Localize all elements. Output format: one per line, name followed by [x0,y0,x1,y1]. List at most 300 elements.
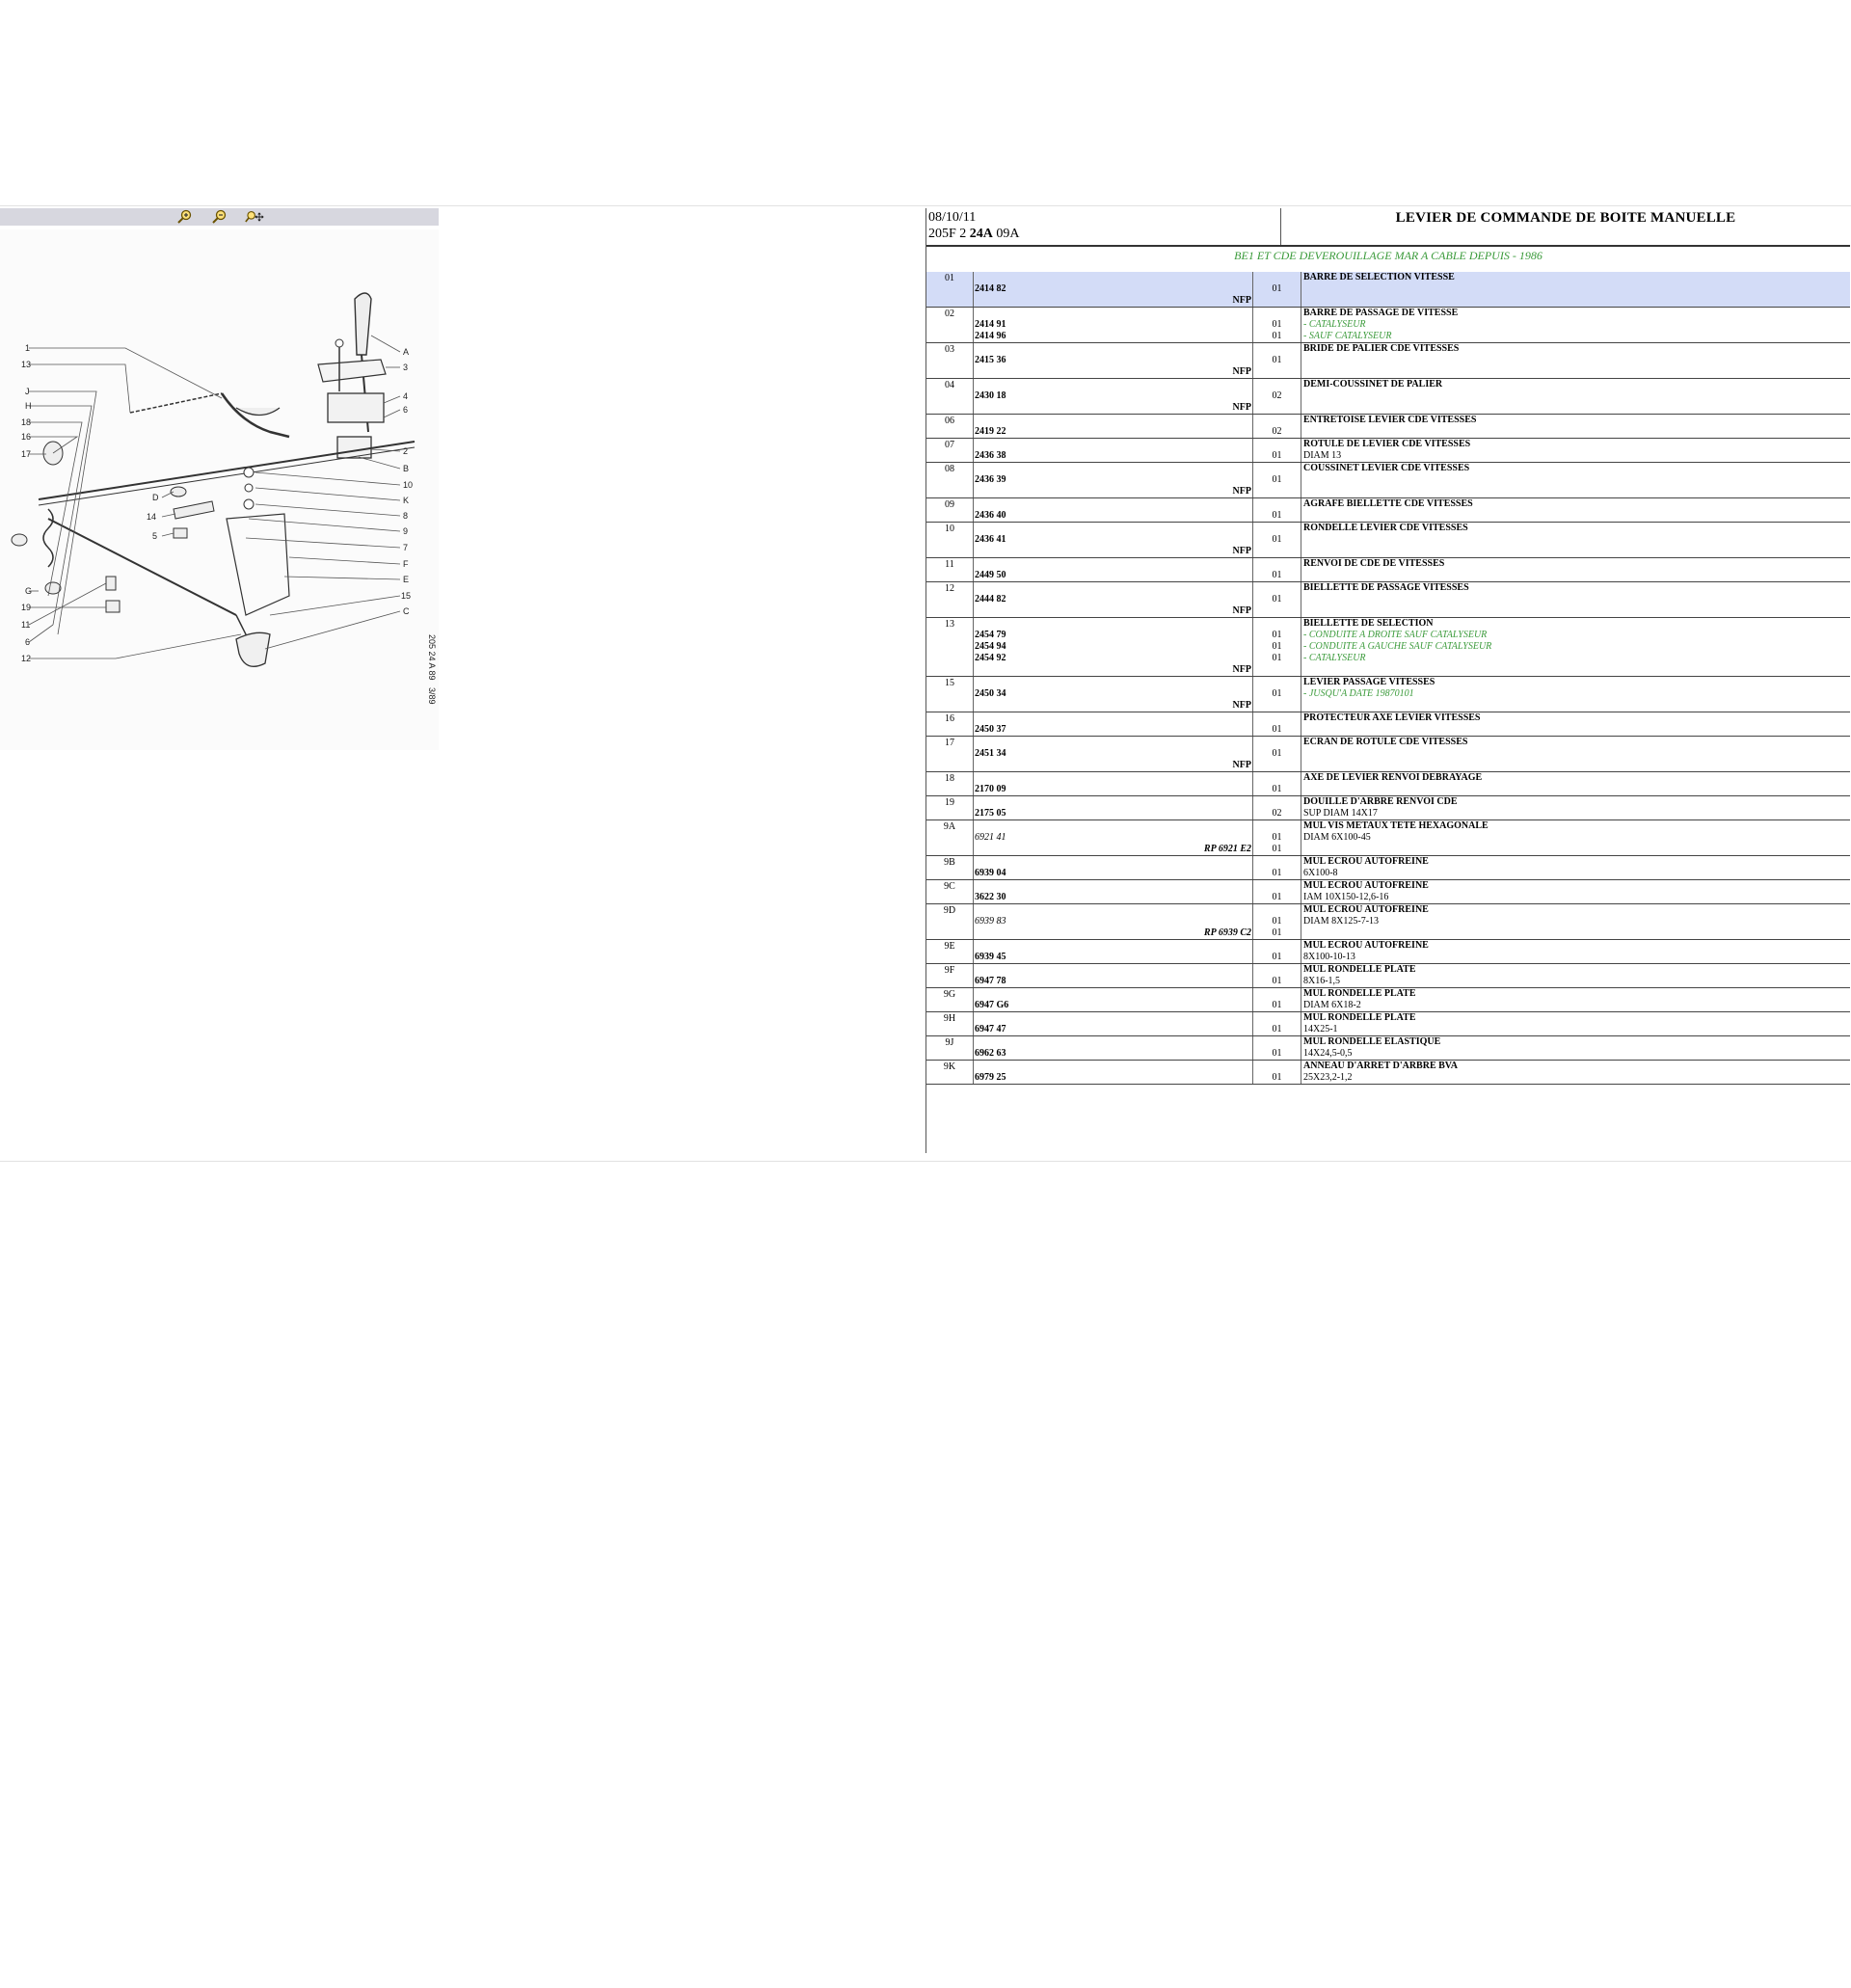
ref-cell: 15 [926,677,974,712]
quantity-cell [1253,988,1301,1012]
quantity-cell [1253,712,1301,737]
exploded-parts-diagram [0,229,439,750]
description-cell [1301,1061,1851,1085]
diagram-label: 8 [403,511,409,521]
quantity: 01 [1272,355,1282,365]
bottom-divider [0,1161,1851,1162]
part-description: AGRAFE BIELLETTE CDE VITESSES [1303,498,1473,509]
part-number[interactable]: 2451 34 [975,748,1006,759]
description-cell [1301,1036,1851,1061]
description-cell [1301,820,1851,856]
part-number-cell [974,880,1253,904]
description-cell [1301,677,1851,712]
table-row[interactable] [926,523,1850,558]
part-number[interactable]: 6939 04 [975,868,1006,878]
table-row[interactable] [926,379,1850,415]
part-number[interactable]: 2414 82 [975,283,1006,294]
description-cell [1301,618,1851,677]
ref-cell: 17 [926,737,974,772]
diagram-label: 11 [21,620,31,630]
ref-cell: 9J [926,1036,974,1061]
part-number-cell [974,463,1253,498]
quantity-cell [1253,379,1301,415]
part-number-cell [974,772,1253,796]
parts-table [926,272,1850,1085]
part-number-cell [974,677,1253,712]
part-number[interactable]: 2430 18 [975,390,1006,401]
table-row[interactable] [926,988,1850,1012]
quantity-cell [1253,308,1301,343]
part-number[interactable]: 2436 40 [975,510,1006,521]
quantity-cell [1253,343,1301,379]
diagram-label: 6 [403,405,409,415]
part-note: - SAUF CATALYSEUR [1303,331,1392,341]
part-description: MUL RONDELLE PLATE [1303,988,1416,999]
part-description: BARRE DE PASSAGE DE VITESSE [1303,308,1459,318]
table-row[interactable] [926,343,1850,379]
diagram-label: 15 [401,591,412,601]
part-number[interactable]: 2414 96 [975,331,1006,341]
status-flag: NFP [1232,605,1251,616]
header-code: 205F 2 24A 09A [928,227,1020,241]
quantity-cell [1253,964,1301,988]
diagram-label: 4 [403,391,409,401]
part-description: MUL VIS METAUX TETE HEXAGONALE [1303,820,1489,831]
ref-cell: 9G [926,988,974,1012]
part-number[interactable]: 6979 25 [975,1072,1006,1083]
header-date: 08/10/11 [928,210,977,225]
part-note: - JUSQU'A DATE 19870101 [1303,688,1414,699]
part-description: MUL ECROU AUTOFREINE [1303,856,1429,867]
quantity: 01 [1272,534,1282,545]
table-row[interactable] [926,737,1850,772]
page-title: LEVIER DE COMMANDE DE BOITE MANUELLE [1395,210,1736,226]
quantity: 01 [1272,474,1282,485]
quantity-cell [1253,618,1301,677]
quantity: 01 [1272,927,1282,938]
part-number-cell [974,988,1253,1012]
description-cell [1301,343,1851,379]
quantity: 01 [1272,1000,1282,1010]
part-description: BIELLETTE DE SELECTION [1303,618,1434,629]
quantity-cell [1253,582,1301,618]
section-subtitle: BE1 ET CDE DEVEROUILLAGE MAR A CABLE DEPUIS - 1986 [1234,249,1542,262]
quantity: 01 [1272,784,1282,794]
part-number-cell [974,558,1253,582]
diagram-label: 19 [21,603,32,612]
top-divider [0,205,1851,206]
part-number[interactable]: 6939 83 [975,916,1006,927]
diagram-label: 10 [403,480,414,490]
part-number-cell [974,308,1253,343]
ref-cell: 9A [926,820,974,856]
quantity-cell [1253,415,1301,439]
diagram-label: H [25,401,32,411]
quantity-cell [1253,880,1301,904]
zoom-pan-icon[interactable] [245,209,264,225]
quantity-cell [1253,463,1301,498]
part-number[interactable]: 2414 91 [975,319,1006,330]
part-number-cell [974,498,1253,523]
quantity: 01 [1272,594,1282,604]
part-number[interactable]: 2450 34 [975,688,1006,699]
diagram-label: 9 [403,526,409,536]
part-number[interactable]: 2454 92 [975,653,1006,663]
part-spec: 25X23,2-1,2 [1303,1072,1353,1083]
diagram-label: C [403,606,410,616]
part-description: ROTULE DE LEVIER CDE VITESSES [1303,439,1471,449]
status-flag: RP 6921 E2 [1203,844,1251,854]
quantity: 01 [1272,510,1282,521]
part-spec: DIAM 6X18-2 [1303,1000,1361,1010]
part-spec: SUP DIAM 14X17 [1303,808,1378,819]
table-row[interactable] [926,964,1850,988]
part-description: DEMI-COUSSINET DE PALIER [1303,379,1443,390]
part-number-cell [974,1036,1253,1061]
quantity: 01 [1272,688,1282,699]
zoom-toolbar [0,208,439,226]
ref-cell: 16 [926,712,974,737]
quantity: 01 [1272,653,1282,663]
parts-panel [926,208,1851,1153]
part-description: DOUILLE D'ARBRE RENVOI CDE [1303,796,1458,807]
part-description: MUL RONDELLE ELASTIQUE [1303,1036,1441,1047]
status-flag: RP 6939 C2 [1203,927,1251,938]
part-description: RENVOI DE CDE DE VITESSES [1303,558,1445,569]
zoom-out-icon[interactable] [210,209,229,225]
part-description: AXE DE LEVIER RENVOI DEBRAYAGE [1303,772,1483,783]
quantity-cell [1253,856,1301,880]
part-number-cell [974,523,1253,558]
diagram-label: E [403,575,410,584]
quantity-cell [1253,1061,1301,1085]
quantity: 01 [1272,916,1282,927]
table-row[interactable] [926,677,1850,712]
quantity: 01 [1272,748,1282,759]
quantity: 02 [1272,808,1282,819]
table-row[interactable] [926,415,1850,439]
table-row[interactable] [926,582,1850,618]
diagram-label: 14 [147,512,157,522]
part-number[interactable]: 6921 41 [975,832,1006,843]
ref-cell: 9B [926,856,974,880]
part-description: ENTRETOISE LEVIER CDE VITESSES [1303,415,1477,425]
description-cell [1301,988,1851,1012]
table-row[interactable] [926,558,1850,582]
table-row[interactable] [926,498,1850,523]
quantity: 01 [1272,641,1282,652]
quantity-cell [1253,904,1301,940]
part-number-cell [974,820,1253,856]
description-cell [1301,463,1851,498]
table-row[interactable] [926,308,1850,343]
diagram-label: 2 [403,446,409,456]
table-row[interactable] [926,856,1850,880]
diagram-label: 7 [403,543,409,552]
table-row[interactable] [926,439,1850,463]
ref-cell: 13 [926,618,974,677]
part-spec: 8X16-1,5 [1303,976,1341,986]
part-number[interactable]: 2170 09 [975,784,1006,794]
quantity-cell [1253,940,1301,964]
part-number-cell [974,904,1253,940]
part-note: - CONDUITE A GAUCHE SAUF CATALYSEUR [1303,641,1492,652]
ref-cell: 01 [926,272,974,308]
part-description: BIELLETTE DE PASSAGE VITESSES [1303,582,1469,593]
ref-cell: 18 [926,772,974,796]
ref-cell: 9C [926,880,974,904]
part-description: BARRE DE SELECTION VITESSE [1303,272,1455,282]
ref-cell: 07 [926,439,974,463]
status-flag: NFP [1232,700,1251,711]
diagram-label: 13 [21,360,32,369]
quantity: 02 [1272,390,1282,401]
table-row[interactable] [926,904,1850,940]
part-spec: 8X100-10-13 [1303,952,1355,962]
quantity: 01 [1272,844,1282,854]
quantity: 01 [1272,724,1282,735]
ref-cell: 03 [926,343,974,379]
part-number-cell [974,940,1253,964]
part-note: - CATALYSEUR [1303,653,1366,663]
description-cell [1301,940,1851,964]
description-cell [1301,856,1851,880]
status-flag: NFP [1232,664,1251,675]
part-number[interactable]: 2454 94 [975,641,1006,652]
quantity-cell [1253,498,1301,523]
part-number[interactable]: 2444 82 [975,594,1006,604]
part-number[interactable]: 2419 22 [975,426,1006,437]
description-cell [1301,712,1851,737]
part-description: MUL ECROU AUTOFREINE [1303,880,1429,891]
ref-cell: 12 [926,582,974,618]
part-note: - CONDUITE A DROITE SAUF CATALYSEUR [1303,630,1488,640]
part-number-cell [974,856,1253,880]
ref-cell: 11 [926,558,974,582]
quantity-cell [1253,677,1301,712]
part-number-cell [974,343,1253,379]
part-number[interactable]: 2454 79 [975,630,1006,640]
description-cell [1301,379,1851,415]
ref-cell: 06 [926,415,974,439]
diagram-label: J [25,387,30,396]
part-number-cell [974,272,1253,308]
diagram-label: 18 [21,417,32,427]
description-cell [1301,272,1851,308]
diagram-label: 6 [25,637,31,647]
table-row[interactable] [926,772,1850,796]
part-number-cell [974,1012,1253,1036]
quantity: 01 [1272,570,1282,580]
part-number-cell [974,582,1253,618]
parts-header [926,208,1850,247]
diagram-label: 1 [25,343,31,353]
ref-cell: 19 [926,796,974,820]
part-description: PROTECTEUR AXE LEVIER VITESSES [1303,712,1481,723]
description-cell [1301,523,1851,558]
part-number[interactable]: 2175 05 [975,808,1006,819]
diagram-code: 205 24 A 89 [427,634,437,681]
part-number-cell [974,712,1253,737]
quantity-cell [1253,796,1301,820]
table-row[interactable] [926,272,1850,308]
status-flag: NFP [1232,760,1251,770]
part-number[interactable]: 2415 36 [975,355,1006,365]
part-description: MUL ECROU AUTOFREINE [1303,904,1429,915]
description-cell [1301,904,1851,940]
table-row[interactable] [926,1036,1850,1061]
table-row[interactable] [926,712,1850,737]
part-spec: DIAM 8X125-7-13 [1303,916,1380,927]
ref-cell: 9F [926,964,974,988]
ref-cell: 09 [926,498,974,523]
quantity: 01 [1272,630,1282,640]
quantity-cell [1253,439,1301,463]
zoom-in-icon[interactable] [175,209,195,225]
quantity: 01 [1272,331,1282,341]
diagram-panel [0,208,439,748]
diagram-label: K [403,496,410,505]
diagram-label: B [403,464,410,473]
quantity: 01 [1272,892,1282,902]
diagram-label: 17 [21,449,32,459]
part-description: MUL ECROU AUTOFREINE [1303,940,1429,951]
quantity: 02 [1272,426,1282,437]
table-row[interactable] [926,880,1850,904]
part-description: ANNEAU D'ARRET D'ARBRE BVA [1303,1061,1458,1071]
description-cell [1301,737,1851,772]
part-spec: 14X25-1 [1303,1024,1338,1034]
part-number[interactable]: 2436 38 [975,450,1006,461]
table-row[interactable] [926,940,1850,964]
table-row[interactable] [926,796,1850,820]
diagram-code-date: 3/89 [427,687,437,705]
part-spec: DIAM 13 [1303,450,1342,461]
part-number[interactable]: 2436 41 [975,534,1006,545]
part-description: ECRAN DE ROTULE CDE VITESSES [1303,737,1468,747]
quantity-cell [1253,272,1301,308]
part-number[interactable]: 6939 45 [975,952,1006,962]
part-number[interactable]: 2450 37 [975,724,1006,735]
table-row[interactable] [926,1012,1850,1036]
quantity: 01 [1272,1072,1282,1083]
ref-cell: 08 [926,463,974,498]
part-spec: 6X100-8 [1303,868,1338,878]
part-number[interactable]: 6947 47 [975,1024,1006,1034]
description-cell [1301,582,1851,618]
quantity: 01 [1272,832,1282,843]
description-cell [1301,964,1851,988]
description-cell [1301,1012,1851,1036]
quantity: 01 [1272,1048,1282,1059]
quantity-cell [1253,737,1301,772]
part-description: RONDELLE LEVIER CDE VITESSES [1303,523,1468,533]
ref-cell: 02 [926,308,974,343]
part-spec: IAM 10X150-12,6-16 [1303,892,1389,902]
part-number[interactable]: 6947 78 [975,976,1006,986]
status-flag: NFP [1232,486,1251,497]
description-cell [1301,558,1851,582]
part-description: LEVIER PASSAGE VITESSES [1303,677,1435,687]
quantity: 01 [1272,283,1282,294]
quantity-cell [1253,558,1301,582]
status-flag: NFP [1232,295,1251,306]
description-cell [1301,439,1851,463]
part-number[interactable]: 2436 39 [975,474,1006,485]
diagram-label: 3 [403,363,409,372]
status-flag: NFP [1232,546,1251,556]
diagram-label: 16 [21,432,32,442]
ref-cell: 9H [926,1012,974,1036]
part-number[interactable]: 6962 63 [975,1048,1006,1059]
table-row[interactable] [926,463,1850,498]
diagram-label: G [25,586,33,596]
table-row[interactable] [926,1061,1850,1085]
part-number[interactable]: 6947 G6 [975,1000,1009,1010]
ref-cell: 9D [926,904,974,940]
ref-cell: 9E [926,940,974,964]
quantity-cell [1253,1012,1301,1036]
header-info [928,209,1280,242]
diagram-label: 12 [21,654,32,663]
part-number-cell [974,737,1253,772]
description-cell [1301,880,1851,904]
part-number[interactable]: 3622 30 [975,892,1006,902]
status-flag: NFP [1232,366,1251,377]
diagram-label: D [152,493,159,502]
quantity-cell [1253,820,1301,856]
diagram-label: F [403,559,409,569]
part-number-cell [974,415,1253,439]
description-cell [1301,415,1851,439]
part-spec: DIAM 6X100-45 [1303,832,1371,843]
part-number-cell [974,439,1253,463]
ref-cell: 9K [926,1061,974,1085]
quantity: 01 [1272,319,1282,330]
quantity: 01 [1272,1024,1282,1034]
quantity-cell [1253,523,1301,558]
quantity-cell [1253,1036,1301,1061]
description-cell [1301,796,1851,820]
description-cell [1301,498,1851,523]
part-description: COUSSINET LEVIER CDE VITESSES [1303,463,1470,473]
quantity: 01 [1272,952,1282,962]
part-number-cell [974,796,1253,820]
quantity: 01 [1272,976,1282,986]
part-description: MUL RONDELLE PLATE [1303,964,1416,975]
status-flag: NFP [1232,402,1251,413]
ref-cell: 04 [926,379,974,415]
part-number-cell [974,964,1253,988]
quantity: 01 [1272,450,1282,461]
part-note: - CATALYSEUR [1303,319,1366,330]
part-number-cell [974,379,1253,415]
quantity: 01 [1272,868,1282,878]
part-number[interactable]: 2449 50 [975,570,1006,580]
part-spec: 14X24,5-0,5 [1303,1048,1353,1059]
ref-cell: 10 [926,523,974,558]
diagram-label: A [403,347,410,357]
diagram-label: 5 [152,531,158,541]
part-description: BRIDE DE PALIER CDE VITESSES [1303,343,1460,354]
part-number-cell [974,1061,1253,1085]
table-row[interactable] [926,618,1850,677]
quantity-cell [1253,772,1301,796]
table-row[interactable] [926,820,1850,856]
description-cell [1301,772,1851,796]
part-description: MUL RONDELLE PLATE [1303,1012,1416,1023]
part-number-cell [974,618,1253,677]
